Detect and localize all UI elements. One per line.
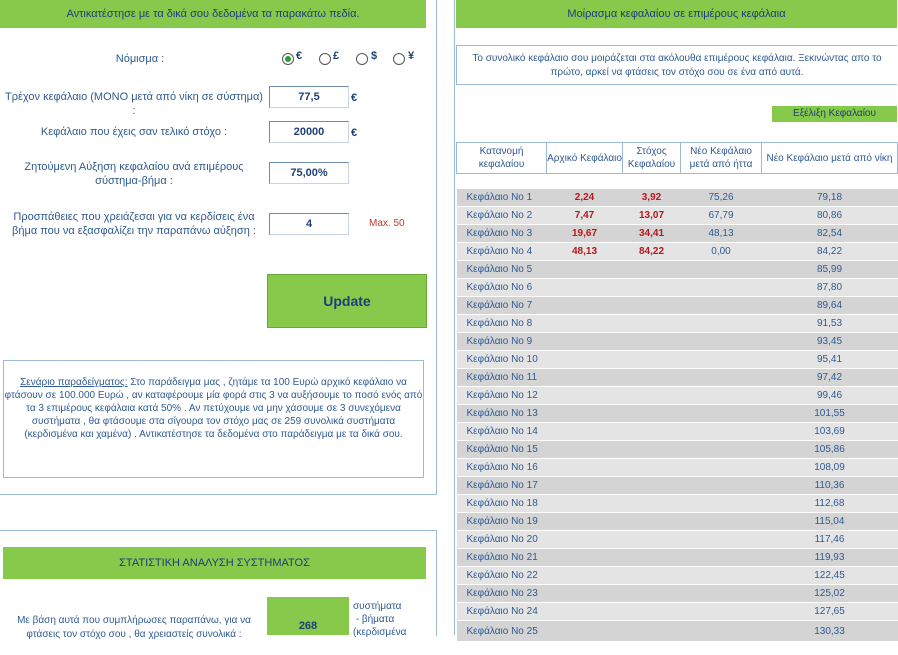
- cell-target: [623, 297, 681, 315]
- table-row: [457, 279, 898, 297]
- cell-after-win: 99,46: [762, 387, 898, 405]
- cell-after-win: 122,45: [762, 567, 898, 585]
- table-row: [457, 189, 898, 207]
- table-row: [457, 207, 898, 225]
- cell-after-loss: [681, 279, 762, 297]
- table-row: [457, 243, 898, 261]
- cell-after-win: 82,54: [762, 225, 898, 243]
- currency-symbol-gbp: £: [333, 50, 340, 62]
- scenario-box: [3, 360, 424, 478]
- cell-initial: [547, 405, 623, 423]
- table-row: [457, 567, 898, 585]
- cell-after-win: 115,04: [762, 513, 898, 531]
- cell-capital-name: Κεφάλαιο Νο 1: [457, 189, 547, 207]
- cell-after-loss: [681, 333, 762, 351]
- cell-after-win: 103,69: [762, 423, 898, 441]
- currency-symbol-eur: €: [296, 50, 303, 62]
- stats-text: Με βάση αυτά που συμπλήρωσες παραπάνω, για να φτάσεις τον στόχο σου , θα χρειαστείς συνολικά :: [17, 615, 251, 640]
- cell-capital-name: Κεφάλαιο Νο 6: [457, 279, 547, 297]
- table-row: [457, 495, 898, 513]
- table-row: [457, 549, 898, 567]
- cell-after-loss: [681, 351, 762, 369]
- cell-initial: [547, 603, 623, 621]
- cell-after-loss: [681, 315, 762, 333]
- table-row: [457, 441, 898, 459]
- table-row: [457, 621, 898, 642]
- cell-target: [623, 495, 681, 513]
- table-spacer: [457, 174, 898, 189]
- cell-capital-name: Κεφάλαιο Νο 22: [457, 567, 547, 585]
- cell-target: [623, 387, 681, 405]
- cell-capital-name: Κεφάλαιο Νο 14: [457, 423, 547, 441]
- cell-after-loss: [681, 603, 762, 621]
- cell-after-win: 89,64: [762, 297, 898, 315]
- currency-radio-eur[interactable]: [282, 53, 294, 65]
- cell-capital-name: Κεφάλαιο Νο 16: [457, 459, 547, 477]
- cell-initial: [547, 441, 623, 459]
- stats-value: 268: [267, 597, 349, 635]
- cell-after-loss: 48,13: [681, 225, 762, 243]
- cell-after-loss: [681, 405, 762, 423]
- cell-after-win: 127,65: [762, 603, 898, 621]
- cell-initial: [547, 387, 623, 405]
- table-row: [457, 225, 898, 243]
- cell-target: [623, 315, 681, 333]
- cell-after-loss: [681, 441, 762, 459]
- cell-after-win: 85,99: [762, 261, 898, 279]
- cell-after-win: 79,18: [762, 189, 898, 207]
- cell-after-win: 95,41: [762, 351, 898, 369]
- col-header-allocation: Κατανομή κεφαλαίου: [457, 143, 547, 174]
- cell-capital-name: Κεφάλαιο Νο 4: [457, 243, 547, 261]
- cell-target: [623, 333, 681, 351]
- cell-after-win: 117,46: [762, 531, 898, 549]
- table-row: [457, 477, 898, 495]
- currency-label: Νόμισμα :: [115, 53, 165, 65]
- table-row: [457, 423, 898, 441]
- cell-capital-name: Κεφάλαιο Νο 23: [457, 585, 547, 603]
- cell-target: [623, 405, 681, 423]
- cell-after-win: 101,55: [762, 405, 898, 423]
- cell-initial: [547, 585, 623, 603]
- cell-capital-name: Κεφάλαιο Νο 2: [457, 207, 547, 225]
- table-row: [457, 603, 898, 621]
- cell-capital-name: Κεφάλαιο Νο 17: [457, 477, 547, 495]
- cell-after-loss: [681, 459, 762, 477]
- cell-after-win: 91,53: [762, 315, 898, 333]
- cell-target: [623, 585, 681, 603]
- cell-initial: [547, 495, 623, 513]
- table-row: [457, 585, 898, 603]
- cell-target: 13,07: [623, 207, 681, 225]
- cell-after-loss: [681, 585, 762, 603]
- cell-target: [623, 279, 681, 297]
- cell-after-loss: [681, 261, 762, 279]
- table-row: [457, 261, 898, 279]
- capital-table: [456, 142, 898, 641]
- cell-target: [623, 351, 681, 369]
- cell-capital-name: Κεφάλαιο Νο 15: [457, 441, 547, 459]
- cell-initial: [547, 279, 623, 297]
- target-label: Κεφάλαιο που έχεις σαν τελικό στόχο :: [40, 126, 228, 138]
- cell-after-win: 87,80: [762, 279, 898, 297]
- cell-initial: [547, 531, 623, 549]
- cell-target: [623, 621, 681, 642]
- current-capital-input[interactable]: 77,5: [269, 86, 349, 108]
- table-row: [457, 405, 898, 423]
- cell-after-win: 97,42: [762, 369, 898, 387]
- cell-initial: [547, 333, 623, 351]
- cell-initial: [547, 297, 623, 315]
- distribution-header: Μοίρασμα κεφαλαίου σε επιμέρους κεφάλαια: [456, 0, 897, 28]
- col-header-target: Στόχος Κεφαλαίου: [623, 143, 681, 174]
- capital-evolution-button[interactable]: Εξέλιξη Κεφαλαίου: [772, 106, 897, 122]
- cell-after-win: 93,45: [762, 333, 898, 351]
- table-row: [457, 333, 898, 351]
- scenario-title: Σενάριο παραδείγματος:: [20, 377, 128, 388]
- cell-target: [623, 603, 681, 621]
- attempts-max-hint: Max. 50: [369, 218, 405, 229]
- stats-header: ΣΤΑΤΙΣΤΙΚΗ ΑΝΑΛΥΣΗ ΣΥΣΤΗΜΑΤΟΣ: [3, 547, 426, 579]
- scenario-text: Στο παράδειγμα μας , ζητάμε τα 100 Ευρώ αρχικό κεφάλαιο να φτάσουν σε 100.000 Ευρώ , αν καταφέρουμε μία φορά στις 3 να αυξήσουμε το ποσό ενός από τα 3 επιμέρους κεφάλαια κατά 50% . Αν πετύχουμε να μην χάσουμε σε 3 συνεχόμενα συστήματα , θα φτάσουμε στα σίγουρα τον στόχο μας σε 259 συνολικά συστήματα (κερδισμένα και χαμένα) . Αντικατέστησε τα δεδομένα στο παράδειγμα με τα δικά σου.: [4, 377, 423, 440]
- cell-initial: 48,13: [547, 243, 623, 261]
- cell-after-loss: [681, 387, 762, 405]
- cell-capital-name: Κεφάλαιο Νο 24: [457, 603, 547, 621]
- cell-target: 3,92: [623, 189, 681, 207]
- cell-after-loss: [681, 477, 762, 495]
- input-panel-header: Αντικατέστησε με τα δικά σου δεδομένα τα παρακάτω πεδία.: [0, 0, 426, 28]
- cell-after-loss: [681, 549, 762, 567]
- cell-target: [623, 531, 681, 549]
- cell-target: [623, 369, 681, 387]
- cell-after-loss: 67,79: [681, 207, 762, 225]
- cell-after-win: 80,86: [762, 207, 898, 225]
- table-row: [457, 351, 898, 369]
- cell-capital-name: Κεφάλαιο Νο 13: [457, 405, 547, 423]
- cell-capital-name: Κεφάλαιο Νο 10: [457, 351, 547, 369]
- cell-after-win: 112,68: [762, 495, 898, 513]
- cell-after-win: 110,36: [762, 477, 898, 495]
- cell-initial: [547, 351, 623, 369]
- currency-symbol-jpy: ¥: [408, 50, 415, 62]
- current-capital-label: Τρέχον κεφάλαιο (ΜΟΝΟ μετά από νίκη σε σύστημα) :: [5, 91, 263, 117]
- cell-initial: [547, 513, 623, 531]
- table-row: [457, 297, 898, 315]
- cell-initial: 7,47: [547, 207, 623, 225]
- cell-after-win: 84,22: [762, 243, 898, 261]
- cell-after-win: 125,02: [762, 585, 898, 603]
- cell-after-loss: 0,00: [681, 243, 762, 261]
- cell-after-loss: [681, 495, 762, 513]
- target-input[interactable]: 20000: [269, 121, 349, 143]
- cell-initial: [547, 315, 623, 333]
- cell-target: [623, 459, 681, 477]
- table-row: [457, 369, 898, 387]
- cell-initial: 2,24: [547, 189, 623, 207]
- table-row: [457, 531, 898, 549]
- cell-capital-name: Κεφάλαιο Νο 11: [457, 369, 547, 387]
- cell-initial: [547, 477, 623, 495]
- cell-capital-name: Κεφάλαιο Νο 19: [457, 513, 547, 531]
- update-button[interactable]: Update: [267, 274, 427, 328]
- stats-unit: συστήματα - βήματα (κερδισμένα: [353, 601, 407, 638]
- cell-capital-name: Κεφάλαιο Νο 18: [457, 495, 547, 513]
- cell-initial: 19,67: [547, 225, 623, 243]
- distribution-description: Το συνολικό κεφάλαιο σου μοιράζεται στα ακόλουθα επιμέρους κεφάλαια. Ξεκινώντας απο το πρώτο, αρκεί να φτάσεις τον στόχο σου σε ένα από αυτά.: [456, 45, 897, 85]
- cell-after-loss: [681, 423, 762, 441]
- cell-capital-name: Κεφάλαιο Νο 7: [457, 297, 547, 315]
- cell-capital-name: Κεφάλαιο Νο 12: [457, 387, 547, 405]
- cell-target: 34,41: [623, 225, 681, 243]
- table-row: [457, 387, 898, 405]
- currency-radio-usd[interactable]: [356, 53, 368, 65]
- table-row: [457, 513, 898, 531]
- cell-target: [623, 261, 681, 279]
- cell-after-loss: [681, 567, 762, 585]
- cell-target: [623, 423, 681, 441]
- cell-initial: [547, 423, 623, 441]
- growth-input[interactable]: 75,00%: [269, 162, 349, 184]
- cell-after-win: 119,93: [762, 549, 898, 567]
- table-row: [457, 459, 898, 477]
- currency-radio-gbp[interactable]: [319, 53, 331, 65]
- cell-target: [623, 513, 681, 531]
- cell-initial: [547, 549, 623, 567]
- cell-after-win: 130,33: [762, 621, 898, 642]
- col-header-initial: Αρχικό Κεφάλαιο: [547, 143, 623, 174]
- cell-after-win: 105,86: [762, 441, 898, 459]
- cell-after-loss: [681, 513, 762, 531]
- cell-initial: [547, 621, 623, 642]
- target-unit: €: [351, 127, 358, 139]
- cell-target: 84,22: [623, 243, 681, 261]
- attempts-input[interactable]: 4: [269, 213, 349, 235]
- cell-target: [623, 441, 681, 459]
- cell-after-win: 108,09: [762, 459, 898, 477]
- cell-capital-name: Κεφάλαιο Νο 8: [457, 315, 547, 333]
- col-header-after-loss: Νέο Κεφάλαιο μετά από ήττα: [681, 143, 762, 174]
- cell-initial: [547, 369, 623, 387]
- cell-after-loss: [681, 369, 762, 387]
- currency-radio-jpy[interactable]: [393, 53, 405, 65]
- cell-initial: [547, 261, 623, 279]
- growth-label: Ζητούμενη Αύξηση κεφαλαίου ανά επιμέρους σύστημα-βήμα :: [24, 161, 244, 187]
- cell-target: [623, 549, 681, 567]
- table-header-row: [457, 143, 898, 174]
- cell-after-loss: [681, 621, 762, 642]
- currency-symbol-usd: $: [371, 50, 378, 62]
- cell-capital-name: Κεφάλαιο Νο 9: [457, 333, 547, 351]
- cell-capital-name: Κεφάλαιο Νο 25: [457, 621, 547, 642]
- cell-target: [623, 477, 681, 495]
- attempts-label: Προσπάθειες που χρειάζεσαι για να κερδίσεις ένα βήμα που να εξασφαλίζει την παραπάνω αύξηση :: [12, 211, 256, 237]
- cell-after-loss: [681, 531, 762, 549]
- cell-capital-name: Κεφάλαιο Νο 20: [457, 531, 547, 549]
- current-capital-unit: €: [351, 92, 358, 104]
- cell-initial: [547, 459, 623, 477]
- cell-target: [623, 567, 681, 585]
- cell-capital-name: Κεφάλαιο Νο 5: [457, 261, 547, 279]
- cell-capital-name: Κεφάλαιο Νο 21: [457, 549, 547, 567]
- cell-after-loss: 75,26: [681, 189, 762, 207]
- cell-after-loss: [681, 297, 762, 315]
- cell-initial: [547, 567, 623, 585]
- col-header-after-win: Νέο Κεφάλαιο μετά από νίκη: [762, 143, 898, 174]
- table-row: [457, 315, 898, 333]
- cell-capital-name: Κεφάλαιο Νο 3: [457, 225, 547, 243]
